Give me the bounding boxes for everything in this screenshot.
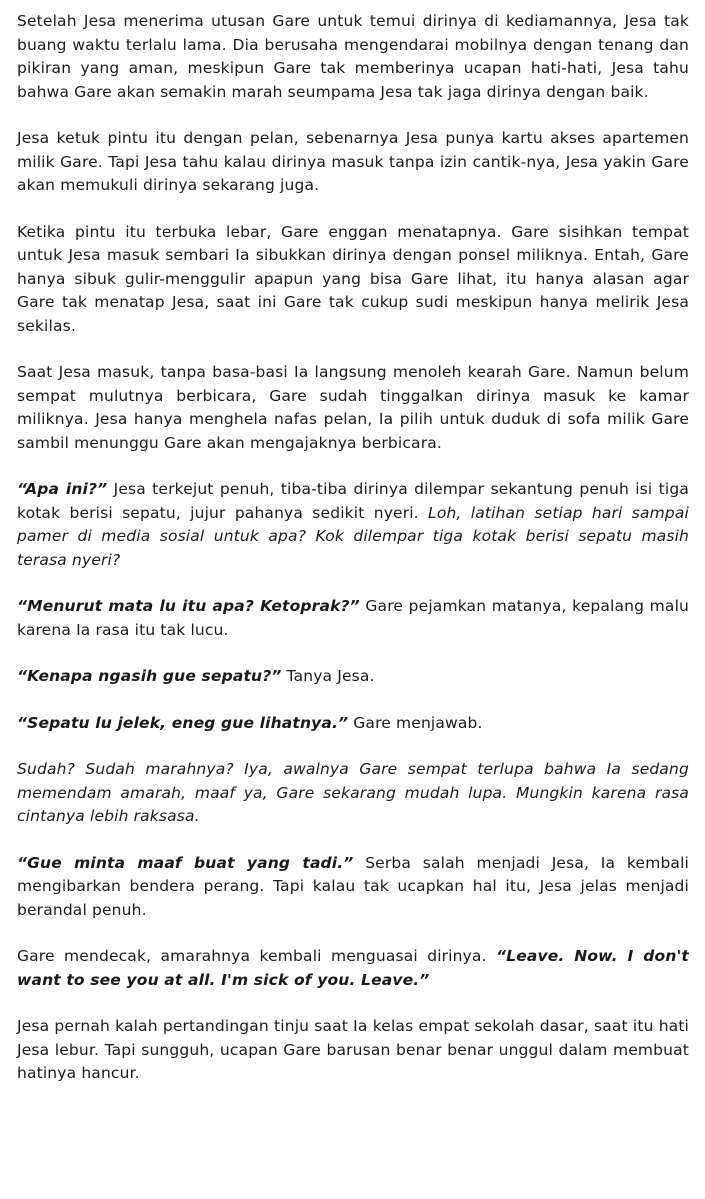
narration-text: Ketika pintu itu terbuka lebar, Gare enggan menatapnya. Gare sisihkan tempat untuk Jesa masuk sembari Ia sibukkan dirinya dengan ponsel miliknya. Entah, Gare hanya sibuk gulir-menggulir apapun yang bisa Gare lihat, itu hanya alasan agar Gare tak menatap Jesa, saat ini Gare tak cukup sudi meskipun hanya melirik Jesa sekilas. [17, 222, 689, 335]
narration-text: Setelah Jesa menerima utusan Gare untuk temui dirinya di kediamannya, Jesa tak buang waktu terlalu lama. Dia berusaha mengendarai mobilnya dengan tenang dan pikiran yang aman, meskipun Gare tak memberinya ucapan hati-hati, Jesa tahu bahwa Gare akan semakin marah seumpama Jesa tak jaga dirinya dengan baik. [17, 12, 689, 101]
narration-text: Gare mendecak, amarahnya kembali menguasai dirinya. [17, 947, 497, 965]
dialogue-text: “Apa ini?” [17, 480, 108, 498]
inner-thought-text: Loh, latihan setiap hari sampai pamer di media sosial untuk apa? Kok dilempar tiga kotak berisi sepatu masih terasa nyeri? [17, 503, 689, 569]
dialogue-text: “Leave. Now. I don't want to see you at all. I'm sick of you. Leave.” [17, 947, 689, 989]
paragraph-11 [17, 945, 689, 992]
dialogue-text: “Kenapa ngasih gue sepatu?” [17, 667, 282, 685]
paragraph-2 [17, 127, 689, 198]
paragraph-6 [17, 595, 689, 642]
paragraph-12 [17, 1015, 689, 1086]
narration-text: Serba salah menjadi Jesa, Ia kembali mengibarkan bendera perang. Tapi kalau tak ucapkan hal itu, Jesa jelas menjadi berandal penuh. [17, 853, 689, 919]
inner-thought-text: Sudah? Sudah marahnya? Iya, awalnya Gare sempat terlupa bahwa Ia sedang memendam amarah, maaf ya, Gare sekarang mudah lupa. Mungkin karena rasa cintanya lebih raksasa. [17, 760, 689, 825]
paragraph-4 [17, 361, 689, 455]
paragraph-1 [17, 10, 689, 104]
narration-text: Gare menjawab. [348, 713, 483, 732]
paragraph-10 [17, 852, 689, 923]
paragraph-5 [17, 478, 689, 572]
paragraph-7 [17, 665, 689, 689]
paragraph-9 [17, 758, 689, 829]
narration-text: Jesa terkejut penuh, tiba-tiba dirinya dilempar sekantung penuh isi tiga kotak berisi sepatu, jujur pahanya sedikit nyeri. [17, 480, 689, 522]
paragraph-3 [17, 221, 689, 339]
narration-text: Jesa pernah kalah pertandingan tinju saat Ia kelas empat sekolah dasar, saat itu hati Jesa lebur. Tapi sungguh, ucapan Gare barusan benar benar unggul dalam membuat hatinya hancur. [17, 1017, 689, 1082]
narration-text: Gare pejamkan matanya, kepalang malu karena Ia rasa itu tak lucu. [17, 597, 690, 639]
dialogue-text: “Gue minta maaf buat yang tadi.” [17, 853, 354, 872]
narration-text: Jesa ketuk pintu itu dengan pelan, sebenarnya Jesa punya kartu akses apartemen milik Gare. Tapi Jesa tahu kalau dirinya masuk tanpa izin cantik-nya, Jesa yakin Gare akan memukuli dirinya sekarang juga. [17, 129, 689, 194]
narration-text: Saat Jesa masuk, tanpa basa-basi Ia langsung menoleh kearah Gare. Namun belum sempat mulutnya berbicara, Gare sudah tinggalkan dirinya masuk ke kamar miliknya. Jesa hanya menghela nafas pelan, Ia pilih untuk duduk di sofa milik Gare sambil menunggu Gare akan mengajaknya berbicara. [17, 363, 689, 452]
dialogue-text: “Menurut mata lu itu apa? Ketoprak?” [17, 597, 360, 615]
dialogue-text: “Sepatu lu jelek, eneg gue lihatnya.” [17, 713, 349, 732]
narration-text: Tanya Jesa. [281, 667, 375, 685]
paragraph-8 [17, 712, 689, 736]
